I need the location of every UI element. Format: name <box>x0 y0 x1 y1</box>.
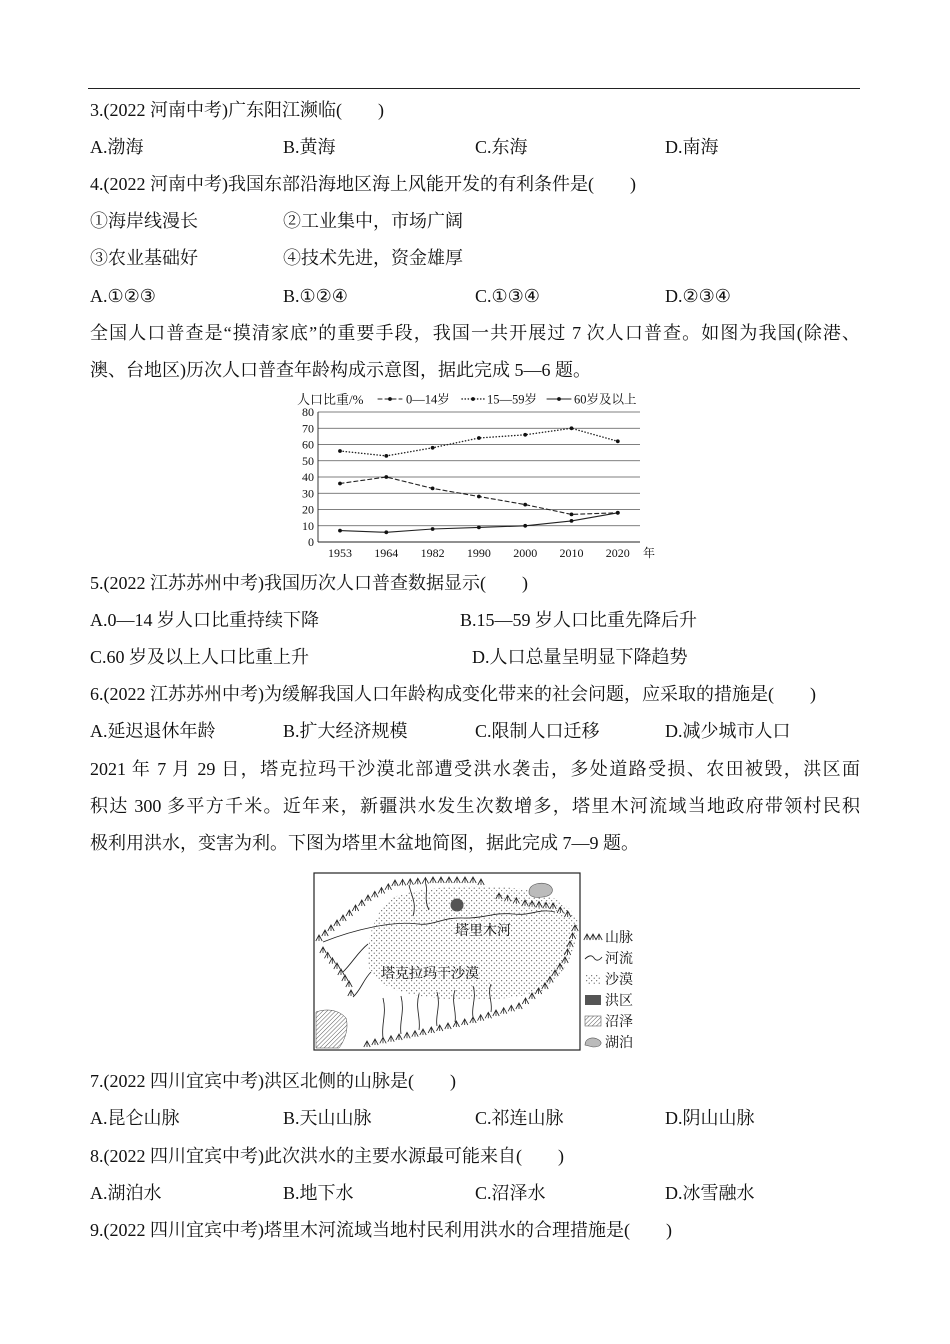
q3-stem: 3.(2022 河南中考)广东阳江濒临( ) <box>90 100 384 120</box>
legend-label: 15—59岁 <box>487 392 538 407</box>
q4-option-d: D.②③④ <box>665 286 731 306</box>
legend-marker <box>557 397 561 401</box>
y-tick-label: 80 <box>302 405 314 420</box>
legend-label-flood-area: 洪区 <box>605 994 633 1009</box>
data-point <box>431 446 435 450</box>
q9-stem: 9.(2022 四川宜宾中考)塔里木河流域当地村民利用洪水的合理措施是( ) <box>90 1220 672 1240</box>
mountain-icon <box>584 934 602 940</box>
q3-option-a: A.渤海 <box>90 137 144 157</box>
passage-2-line-3: 极利用洪水，变害为利。下图为塔里木盆地简图，据此完成 7—9 题。 <box>90 833 639 853</box>
q5-stem: 5.(2022 江苏苏州中考)我国历次人口普查数据显示( ) <box>90 573 528 593</box>
q6-option-a: A.延迟退休年龄 <box>90 721 216 741</box>
q5-option-a: A.0—14 岁人口比重持续下降 <box>90 610 319 630</box>
data-point <box>384 454 388 458</box>
series-0 <box>338 475 620 516</box>
y-tick-label: 30 <box>302 486 314 501</box>
legend-label: 60岁及以上 <box>574 392 637 407</box>
data-point <box>338 449 342 453</box>
q7-stem: 7.(2022 四川宜宾中考)洪区北侧的山脉是( ) <box>90 1071 456 1091</box>
q6-option-d: D.减少城市人口 <box>665 721 791 741</box>
y-tick-label: 10 <box>302 518 314 533</box>
q5-option-c: C.60 岁及以上人口比重上升 <box>90 647 310 667</box>
q4-statement-3: ③农业基础好 <box>90 248 198 268</box>
lake <box>529 883 552 897</box>
data-point <box>570 513 574 517</box>
q3-option-c: C.东海 <box>475 137 528 157</box>
data-point <box>477 436 481 440</box>
data-point <box>338 529 342 533</box>
q4-option-b: B.①②④ <box>283 286 348 306</box>
q4-option-c: C.①③④ <box>475 286 540 306</box>
data-point <box>570 426 574 430</box>
q8-option-b: B.地下水 <box>283 1183 354 1203</box>
q4-statement-2: ②工业集中，市场广阔 <box>283 211 463 231</box>
x-tick-label: 1964 <box>374 546 399 560</box>
y-tick-label: 40 <box>302 470 314 485</box>
x-tick-label: 1953 <box>328 546 352 560</box>
data-point <box>570 519 574 523</box>
q6-stem: 6.(2022 江苏苏州中考)为缓解我国人口年龄构成变化带来的社会问题，应采取的措施是( ) <box>90 684 816 704</box>
q8-option-d: D.冰雪融水 <box>665 1183 755 1203</box>
legend-label-mountain: 山脉 <box>605 931 633 946</box>
q8-stem: 8.(2022 四川宜宾中考)此次洪水的主要水源最可能来自( ) <box>90 1146 564 1166</box>
legend-label-river: 河流 <box>605 952 633 967</box>
flood-area-icon <box>585 995 601 1005</box>
q4-stem: 4.(2022 河南中考)我国东部沿海地区海上风能开发的有利条件是( ) <box>90 174 636 194</box>
desert-icon <box>585 974 601 984</box>
data-point <box>431 527 435 531</box>
y-axis-label: 人口比重/% <box>297 392 364 407</box>
top-rule <box>88 88 860 89</box>
x-tick-label: 2020 <box>605 546 630 560</box>
data-point <box>523 524 527 528</box>
x-tick-label: 2000 <box>513 546 538 560</box>
legend-label-desert: 沙漠 <box>605 973 633 988</box>
x-tick-label: 2010 <box>559 546 584 560</box>
passage-1-line-2: 澳、台地区)历次人口普查年龄构成示意图，据此完成 5—6 题。 <box>90 360 591 380</box>
population-age-structure-chart <box>290 388 660 564</box>
x-tick-label: 1982 <box>420 546 445 560</box>
q8-option-c: C.沼泽水 <box>475 1183 546 1203</box>
y-tick-label: 50 <box>302 454 314 468</box>
legend-marker <box>388 397 392 401</box>
q7-option-c: C.祁连山脉 <box>475 1108 564 1128</box>
y-tick-label: 0 <box>308 535 314 550</box>
passage-2-line-2: 积达 300 多平方千米。近年来，新疆洪水发生次数增多，塔里木河流域当地政府带领村民积 <box>90 796 860 816</box>
q6-option-c: C.限制人口迁移 <box>475 721 600 741</box>
q5-option-b: B.15—59 岁人口比重先降后升 <box>460 610 698 630</box>
q4-statement-4: ④技术先进，资金雄厚 <box>283 248 463 268</box>
legend-label: 0—14岁 <box>406 392 450 407</box>
q5-option-d: D.人口总量呈明显下降趋势 <box>472 647 688 667</box>
data-point <box>384 530 388 534</box>
q8-option-a: A.湖泊水 <box>90 1183 162 1203</box>
q3-option-d: D.南海 <box>665 137 719 157</box>
data-point <box>384 475 388 479</box>
x-axis-unit-label: 年 <box>643 546 656 560</box>
q4-option-a: A.①②③ <box>90 286 156 306</box>
data-point <box>523 503 527 507</box>
q3-option-b: B.黄海 <box>283 137 336 157</box>
chart-grid <box>318 412 640 526</box>
legend-label-swamp: 沼泽 <box>605 1015 633 1030</box>
q7-option-b: B.天山山脉 <box>283 1108 372 1128</box>
q6-option-b: B.扩大经济规模 <box>283 721 408 741</box>
data-point <box>616 439 620 443</box>
x-tick-label: 1990 <box>466 546 491 560</box>
data-point <box>616 511 620 515</box>
swamp-area <box>316 1010 347 1048</box>
legend-label-lake: 湖泊 <box>605 1036 633 1051</box>
passage-2-line-1: 2021 年 7 月 29 日，塔克拉玛干沙漠北部遭受洪水袭击，多处道路受损、农田被毁，洪区面 <box>90 759 860 779</box>
taklimakan-desert-label: 塔克拉玛干沙漠 <box>381 967 479 982</box>
series-line <box>340 428 618 456</box>
lake-icon <box>585 1038 601 1047</box>
series-1 <box>338 426 620 457</box>
y-tick-label: 20 <box>302 502 314 517</box>
data-point <box>431 487 435 491</box>
swamp-icon <box>585 1016 601 1026</box>
river-icon <box>585 956 602 960</box>
tarim-basin-map <box>313 872 645 1052</box>
data-point <box>477 526 481 530</box>
q7-option-a: A.昆仑山脉 <box>90 1108 180 1128</box>
y-tick-label: 60 <box>302 437 314 452</box>
passage-1-line-1: 全国人口普查是“摸清家底”的重要手段，我国一共开展过 7 次人口普查。如图为我国(除港、 <box>90 323 860 343</box>
data-point <box>477 495 481 499</box>
series-line <box>340 513 618 533</box>
flood-area <box>451 899 464 912</box>
legend-marker <box>471 397 475 401</box>
q7-option-d: D.阴山山脉 <box>665 1108 755 1128</box>
q4-statement-1: ①海岸线漫长 <box>90 211 198 231</box>
map-legend <box>584 930 633 1051</box>
tarim-river-label: 塔里木河 <box>455 924 511 939</box>
data-point <box>338 482 342 486</box>
data-point <box>523 433 527 437</box>
y-tick-label: 70 <box>302 421 314 436</box>
